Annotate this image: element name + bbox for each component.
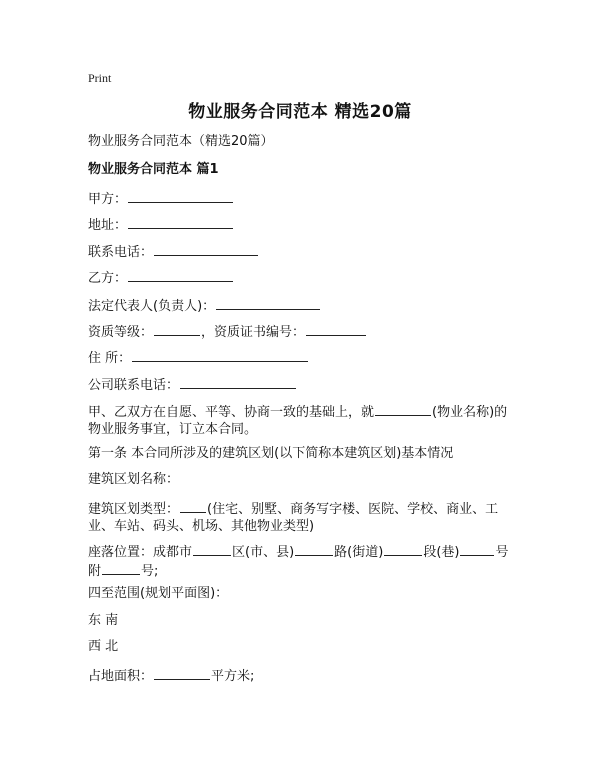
legal-rep-line — [88, 296, 321, 315]
section-blank[interactable] — [384, 542, 422, 556]
article-1: 第一条 本合同所涉及的建筑区划(以下简称本建筑区划)基本情况 — [88, 446, 454, 461]
address-label: 地址： — [88, 218, 128, 233]
land-area-line — [88, 666, 254, 685]
legal-rep-label: 法定代表人(负责人)： — [88, 299, 216, 314]
location-number: 号附 — [88, 545, 509, 579]
party-b-line — [88, 268, 234, 287]
party-b-blank[interactable] — [128, 268, 233, 282]
area-type-blank[interactable] — [180, 499, 206, 513]
residence-blank[interactable] — [132, 348, 308, 362]
phone-line — [88, 242, 259, 261]
east-south-line: 东 南 — [88, 613, 119, 628]
land-area-unit: 平方米; — [211, 669, 255, 684]
company-phone-blank[interactable] — [180, 375, 296, 389]
area-type-label: 建筑区划类型： — [88, 502, 180, 517]
print-label[interactable]: Print — [88, 71, 112, 85]
company-phone-label: 公司联系电话： — [88, 378, 180, 393]
section-heading: 物业服务合同范本 篇1 — [88, 162, 219, 177]
party-a-blank[interactable] — [128, 189, 233, 203]
agreement-paragraph — [88, 402, 518, 438]
residence-label: 住 所： — [88, 351, 132, 366]
district-blank[interactable] — [193, 542, 231, 556]
document-title: 物业服务合同范本 精选20篇 — [188, 102, 412, 122]
agreement-text-2: (物业名称)的物业服务事宜，订立本合同。 — [88, 405, 508, 437]
agreement-text-1: 甲、乙双方在自愿、平等、协商一致的基础上，就 — [88, 405, 375, 420]
land-area-label: 占地面积： — [88, 669, 154, 684]
phone-blank[interactable] — [154, 242, 258, 256]
phone-label: 联系电话： — [88, 245, 154, 260]
land-area-blank[interactable] — [154, 666, 210, 680]
company-phone-line — [88, 375, 297, 394]
residence-line — [88, 348, 309, 367]
qual-cert-blank[interactable] — [306, 322, 366, 336]
annex-number-blank[interactable] — [102, 561, 140, 575]
address-line — [88, 215, 234, 234]
area-name-line — [88, 471, 179, 488]
party-a-line — [88, 189, 234, 208]
property-name-blank[interactable] — [375, 402, 431, 416]
qualification-line — [88, 322, 367, 341]
area-type-text: (住宅、别墅、商务写字楼、医院、学校、商业、工业、车站、码头、机场、其他物业类型) — [88, 502, 499, 534]
boundary-line: 四至范围(规划平面图)： — [88, 586, 229, 601]
location-road: 路(街道) — [334, 545, 384, 560]
west-north-line: 西 北 — [88, 639, 119, 654]
area-name-label: 建筑区划名称： — [88, 472, 180, 487]
number-blank[interactable] — [460, 542, 494, 556]
location-end: 号; — [141, 564, 159, 579]
party-a-label: 甲方： — [88, 192, 128, 207]
location-paragraph — [88, 542, 518, 580]
location-district: 区(市、县) — [232, 545, 295, 560]
address-blank[interactable] — [128, 215, 233, 229]
legal-rep-blank[interactable] — [216, 296, 320, 310]
area-type-paragraph — [88, 499, 518, 535]
qual-level-label: 资质等级： — [88, 325, 154, 340]
location-label: 座落位置：成都市 — [88, 545, 193, 560]
party-b-label: 乙方： — [88, 271, 128, 286]
qual-level-blank[interactable] — [154, 322, 200, 336]
qual-cert-label: ，资质证书编号： — [201, 325, 306, 340]
document-subtitle: 物业服务合同范本（精选20篇） — [88, 134, 274, 149]
road-blank[interactable] — [295, 542, 333, 556]
location-section: 段(巷) — [423, 545, 460, 560]
